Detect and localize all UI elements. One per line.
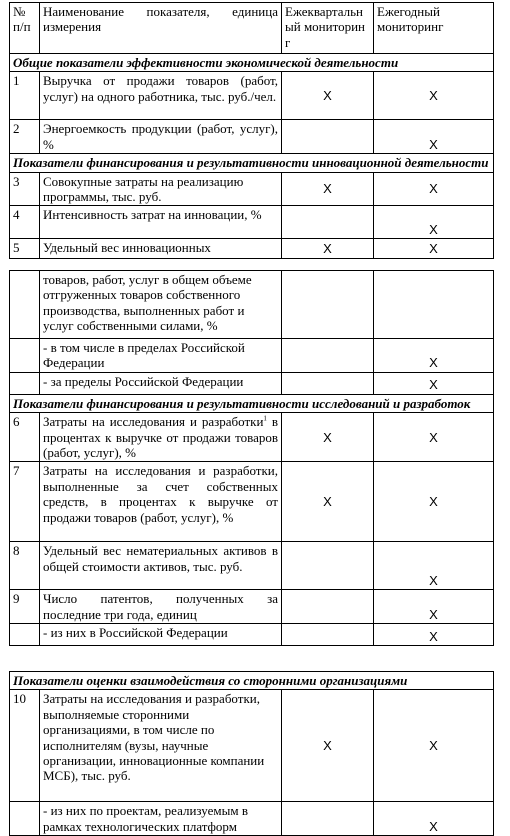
annual-mark: X: [374, 624, 494, 646]
row-name: Совокупные затраты на реализацию программы, тыс. руб.: [40, 172, 282, 206]
row-num: 7: [10, 462, 40, 542]
empty-cell: [282, 590, 374, 624]
monitoring-table-part-2: [9, 270, 494, 646]
row-name: - за пределы Российской Федерации: [40, 372, 282, 394]
empty-cell: [374, 271, 494, 339]
annual-mark: X: [374, 120, 494, 154]
row-num: 8: [10, 542, 40, 590]
row-name: Затраты на исследования и разработки, выполняемые сторонними организациями, в том числе по исполнителям (вузы, научные организации, инновационные компании МСБ), тыс. руб.: [40, 690, 282, 802]
table-row: [10, 339, 494, 373]
section-row: [10, 394, 494, 412]
header-quarterly: Ежеквартальный мониторинг: [282, 3, 374, 54]
row-num: 10: [10, 690, 40, 802]
table-row: [10, 372, 494, 394]
annual-mark: X: [374, 339, 494, 373]
row-num: 2: [10, 120, 40, 154]
quarterly-mark: X: [282, 413, 374, 462]
row-num: 3: [10, 172, 40, 206]
annual-mark: X: [374, 590, 494, 624]
row-name: Выручка от продажи товаров (работ, услуг) на одного работника, тыс. руб./чел.: [40, 72, 282, 120]
row-name: - в том числе в пределах Российской Федерации: [40, 339, 282, 373]
row-name-part: в процентах к выручке от продажи товаров (работ, услуг), %: [43, 414, 278, 461]
section-row: [10, 154, 494, 172]
section-title: Показатели оценки взаимодействия со сторонними организациями: [10, 672, 494, 690]
monitoring-table-part-3: [9, 671, 494, 836]
table-row: [10, 590, 494, 624]
empty-cell: [282, 624, 374, 646]
section-title: Показатели финансирования и результативности исследований и разработок: [10, 394, 494, 412]
header-annual: Ежегодный мониторинг: [374, 3, 494, 54]
annual-mark: X: [374, 72, 494, 120]
row-name-part: Затраты на исследования и разработки: [43, 414, 264, 430]
empty-cell: [282, 372, 374, 394]
row-name: Энергоемкость продукции (работ, услуг), %: [40, 120, 282, 154]
row-num: 5: [10, 239, 40, 259]
table-row: [10, 462, 494, 542]
empty-cell: [282, 120, 374, 154]
header-num: № п/п: [10, 3, 40, 54]
empty-cell: [282, 802, 374, 836]
table-row: [10, 542, 494, 590]
annual-mark: X: [374, 462, 494, 542]
monitoring-table-part-1: [9, 2, 494, 259]
empty-cell: [282, 206, 374, 239]
annual-mark: X: [374, 372, 494, 394]
row-num: 9: [10, 590, 40, 624]
empty-cell: [10, 624, 40, 646]
annual-mark: X: [374, 690, 494, 802]
section-title: Общие показатели эффективности экономической деятельности: [10, 54, 494, 72]
row-name: - из них по проектам, реализуемым в рамках технологических платформ: [40, 802, 282, 836]
quarterly-mark: X: [282, 690, 374, 802]
table-row: [10, 206, 494, 239]
empty-cell: [10, 339, 40, 373]
empty-cell: [282, 339, 374, 373]
quarterly-mark: X: [282, 462, 374, 542]
section-title: Показатели финансирования и результативности инновационной деятельности: [10, 154, 494, 172]
table-row: [10, 239, 494, 259]
annual-mark: X: [374, 172, 494, 206]
table-row: [10, 690, 494, 802]
annual-mark: X: [374, 542, 494, 590]
quarterly-mark: X: [282, 72, 374, 120]
annual-mark: X: [374, 802, 494, 836]
table-row: [10, 624, 494, 646]
row-name: Интенсивность затрат на инновации, %: [40, 206, 282, 239]
section-row: [10, 672, 494, 690]
quarterly-mark: X: [282, 239, 374, 259]
empty-cell: [10, 271, 40, 339]
row-name: Удельный вес инновационных: [40, 239, 282, 259]
quarterly-mark: X: [282, 172, 374, 206]
table-row: [10, 120, 494, 154]
empty-cell: [10, 802, 40, 836]
table-row: [10, 802, 494, 836]
footnote-ref: 1: [263, 414, 267, 423]
row-name: Удельный вес нематериальных активов в общей стоимости активов, тыс. руб.: [40, 542, 282, 590]
row-num: 1: [10, 72, 40, 120]
section-row: [10, 54, 494, 72]
empty-cell: [282, 271, 374, 339]
row-name: - из них в Российской Федерации: [40, 624, 282, 646]
table-row: [10, 72, 494, 120]
header-name: Наименование показателя, единица измерения: [40, 3, 282, 54]
row-num: 4: [10, 206, 40, 239]
row-name: [40, 413, 282, 462]
row-name: Число патентов, полученных за последние три года, единиц: [40, 590, 282, 624]
table-row: [10, 413, 494, 462]
empty-cell: [10, 372, 40, 394]
table-row: [10, 172, 494, 206]
table-row: [10, 271, 494, 339]
annual-mark: X: [374, 413, 494, 462]
row-name: Затраты на исследования и разработки, выполненные за счет собственных средств, в процентах к выручке от продажи товаров (работ, услуг), %: [40, 462, 282, 542]
row-name: товаров, работ, услуг в общем объеме отгруженных товаров собственного производства, выполненных работ и услуг собственными силами, %: [40, 271, 282, 339]
table-header-row: [10, 3, 494, 54]
annual-mark: X: [374, 239, 494, 259]
empty-cell: [282, 542, 374, 590]
row-num: 6: [10, 413, 40, 462]
annual-mark: X: [374, 206, 494, 239]
